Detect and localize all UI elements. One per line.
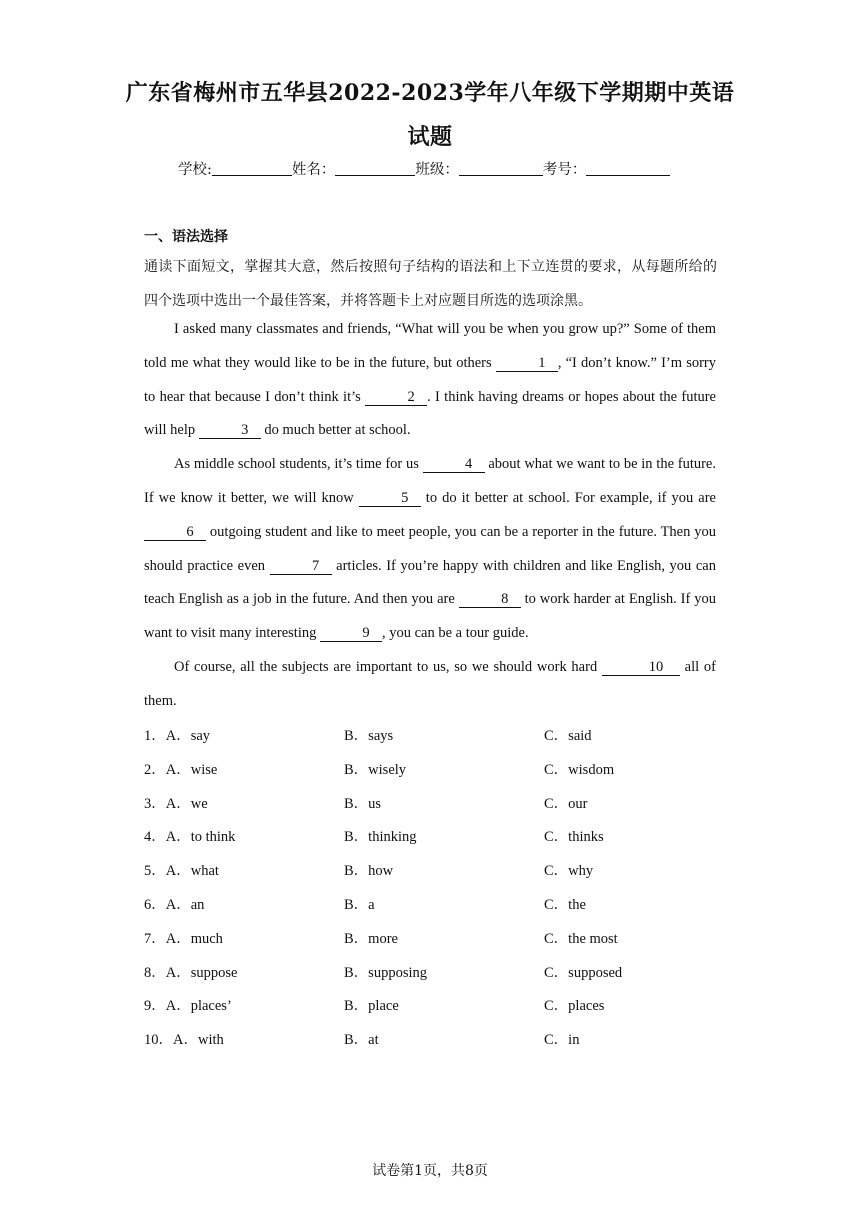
passage-text: do much better at school. <box>260 422 411 439</box>
question-row <box>144 891 744 925</box>
section-instructions: 通读下面短文，掌握其大意，然后按照句子结构的语法和上下立连贯的要求，从每题所给的四个选项中选出一个最佳答案，并将答题卡上对应题目所选的选项涂黑。 <box>144 259 717 309</box>
option-a[interactable]: 4．A．to think <box>144 829 236 846</box>
student-info-line <box>178 158 670 179</box>
option-c[interactable]: C．said <box>544 728 592 744</box>
question-row <box>144 857 744 891</box>
option-c[interactable]: C．places <box>544 998 605 1015</box>
option-b[interactable]: B．says <box>344 728 394 744</box>
gap-1[interactable]: 1 <box>496 355 558 372</box>
school-label: 学校: <box>178 162 212 178</box>
option-a[interactable]: 6．A．an <box>144 896 205 913</box>
passage-text: articles. If you’re happy with children and like English, you can teach English as a job in the future. And then you are <box>144 557 716 608</box>
passage-paragraph <box>144 651 716 719</box>
passage-text: Of course, all the subjects are important to us, so we should work hard <box>174 658 602 675</box>
passage-paragraph <box>144 313 716 448</box>
gap-2[interactable]: 2 <box>365 389 427 406</box>
question-row <box>144 992 744 1026</box>
option-a[interactable]: 5．A．what <box>144 863 219 880</box>
gap-5[interactable]: 5 <box>359 490 421 507</box>
question-row <box>144 756 744 790</box>
option-b[interactable]: B．supposing <box>344 964 427 981</box>
section-heading: 一、语法选择 <box>144 229 228 245</box>
exam-no-blank[interactable] <box>586 161 670 176</box>
gap-3[interactable]: 3 <box>199 422 261 439</box>
option-c[interactable]: C．our <box>544 795 588 812</box>
gap-6[interactable]: 6 <box>144 524 206 541</box>
option-b[interactable]: B．at <box>344 1032 379 1049</box>
option-b[interactable]: B．place <box>344 998 399 1015</box>
passage-text: As middle school students, it’s time for us <box>174 456 423 473</box>
question-row <box>144 823 744 857</box>
question-row <box>144 1026 744 1060</box>
passage-text: to do it better at school. For example, if you are <box>420 489 716 506</box>
option-b[interactable]: B．how <box>344 863 394 880</box>
passage-text: outgoing student and like to meet people, you can be a reporter in the future. Then you should practice even <box>144 523 716 574</box>
gap-8[interactable]: 8 <box>459 591 521 608</box>
reading-passage <box>144 313 716 719</box>
option-a[interactable]: 7．A．much <box>144 930 223 947</box>
gap-4[interactable]: 4 <box>423 456 485 473</box>
option-c[interactable]: C．thinks <box>544 829 604 846</box>
option-a[interactable]: 10．A．with <box>144 1032 224 1049</box>
option-a[interactable]: 2．A．wise <box>144 761 218 778</box>
option-b[interactable]: B．wisely <box>344 761 407 778</box>
class-label: 班级： <box>415 162 459 178</box>
name-label: 姓名： <box>291 162 336 178</box>
question-row <box>144 925 744 959</box>
passage-text: to work harder at English. If you want to visit many interesting <box>144 591 716 642</box>
question-row <box>144 959 744 993</box>
passage-text: about what we want to be in the future. If we know it better, we will know <box>144 456 716 506</box>
gap-7[interactable]: 7 <box>270 558 332 575</box>
option-a[interactable]: 1．A．say <box>144 728 211 744</box>
option-c[interactable]: C．supposed <box>544 964 623 981</box>
option-b[interactable]: B．thinking <box>344 829 417 846</box>
option-b[interactable]: B．us <box>344 795 382 812</box>
exam-title-continued: 试题 <box>407 124 453 150</box>
passage-text: . I think having dreams or hopes about the future will help <box>144 388 716 439</box>
option-b[interactable]: B．more <box>344 930 398 947</box>
option-a[interactable]: 9．A．places’ <box>144 998 232 1015</box>
passage-text: all of them. <box>144 658 716 709</box>
passage-text: I asked many classmates and friends, “What will you be when you grow up?” Some of them told me what they would like to be in the future, but others <box>144 321 716 371</box>
exam-title: 广东省梅州市五华县2022-2023学年八年级下学期期中英语 <box>125 80 735 106</box>
question-options <box>144 722 744 1060</box>
school-blank[interactable] <box>212 161 292 176</box>
gap-9[interactable]: 9 <box>320 625 382 642</box>
passage-text: , you can be a tour guide. <box>382 625 529 642</box>
question-row <box>144 790 744 824</box>
gap-10[interactable]: 10 <box>602 659 680 676</box>
option-b[interactable]: B．a <box>344 896 375 913</box>
option-c[interactable]: C．the most <box>544 930 618 947</box>
question-row <box>144 722 744 756</box>
option-a[interactable]: 3．A．we <box>144 795 208 812</box>
option-c[interactable]: C．why <box>544 863 594 880</box>
option-c[interactable]: C．the <box>544 896 586 913</box>
name-blank[interactable] <box>335 161 415 176</box>
page-footer: 试卷第1页，共8页 <box>372 1163 488 1179</box>
exam-no-label: 考号： <box>542 162 587 178</box>
passage-paragraph <box>144 448 716 651</box>
option-a[interactable]: 8．A．suppose <box>144 964 238 981</box>
passage-text: , “I don’t know.” I’m sorry to hear that because I don’t think it’s <box>144 354 716 405</box>
option-c[interactable]: C．wisdom <box>544 761 615 778</box>
option-c[interactable]: C．in <box>544 1032 580 1049</box>
class-blank[interactable] <box>459 161 543 176</box>
